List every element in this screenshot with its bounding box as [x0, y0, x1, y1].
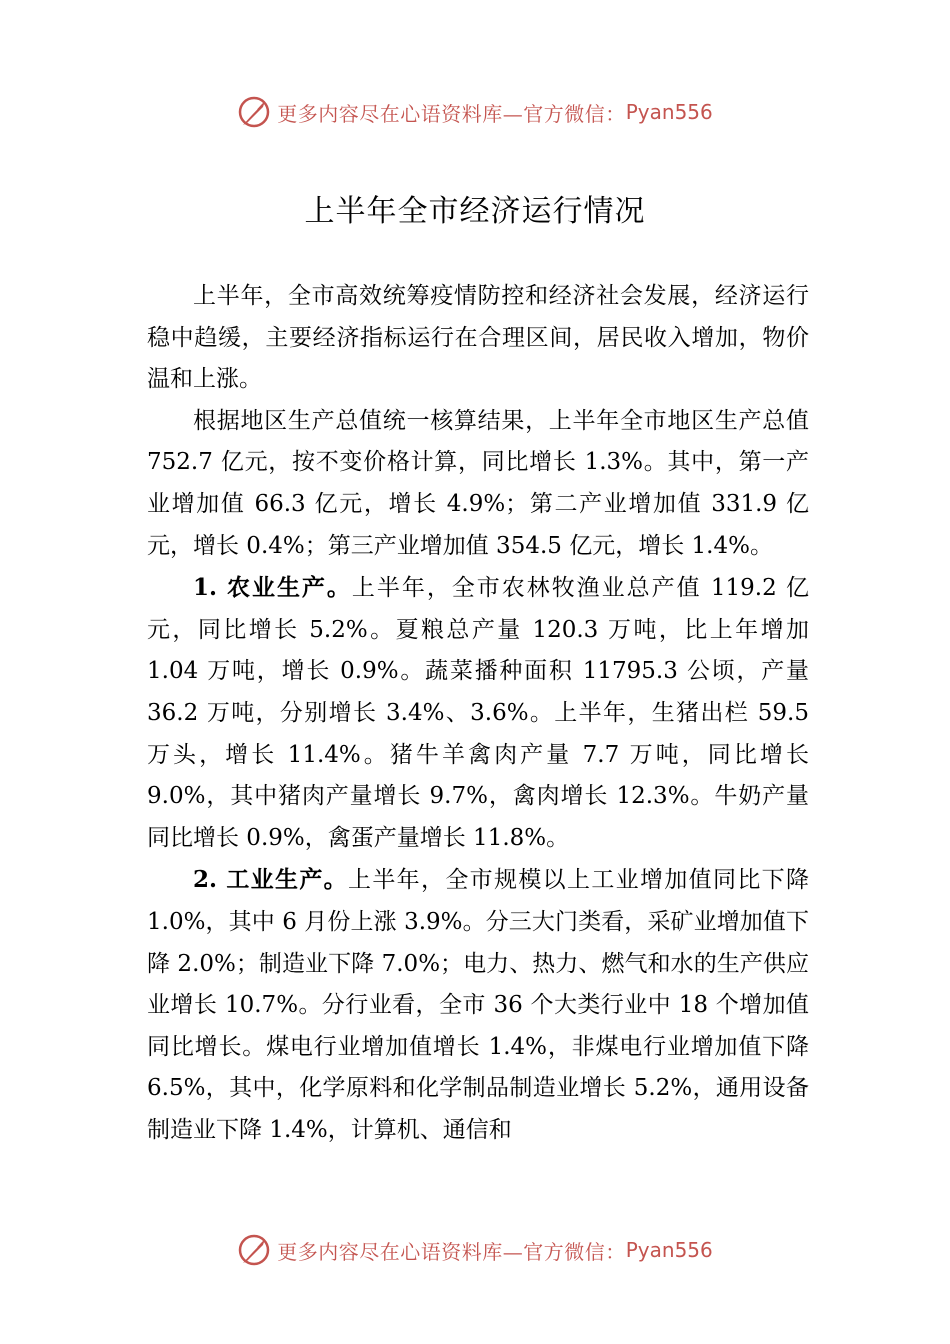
section-heading: 2. 工业生产。: [193, 866, 349, 894]
section-heading: 1. 农业生产。: [193, 574, 352, 602]
banner-wechat-id: Pyan556: [625, 100, 713, 124]
document-body: [147, 276, 809, 1151]
footer-watermark-banner: [0, 1230, 950, 1270]
paragraph-gdp: [147, 401, 809, 567]
banner-text: 更多内容尽在心语资料库—官方微信：: [277, 1239, 626, 1264]
page-title: 上半年全市经济运行情况: [304, 194, 646, 229]
paragraph-industry: [147, 859, 809, 1151]
quill-logo-icon: [237, 1233, 271, 1267]
paragraph-text: 根据地区生产总值统一核算结果，上半年全市地区生产总值 752.7 亿元，按不变价格计算，同比增长 1.3%。其中，第一产业增加值 66.3 亿元，增长 4.9%；第二产业增加值 331.9 亿元，增长 0.4%；第三产业增加值 354.5 亿元，增长 1.4%。: [147, 407, 809, 559]
quill-logo-icon: [237, 95, 271, 129]
paragraph-text: 上半年，全市农林牧渔业总产值 119.2 亿元，同比增长 5.2%。夏粮总产量 120.3 万吨，比上年增加 1.04 万吨，增长 0.9%。蔬菜播种面积 11795.3 公顷，产量 36.2 万吨，分别增长 3.4%、3.6%。上半年，生猪出栏 59.5 万头，增长 11.4%。猪牛羊禽肉产量 7.7 万吨，同比增长 9.0%，其中猪肉产量增长 9.7%，禽肉增长 12.3%。牛奶产量同比增长 0.9%，禽蛋产量增长 11.8%。: [147, 575, 809, 851]
paragraph-text: 上半年，全市规模以上工业增加值同比下降 1.0%，其中 6 月份上涨 3.9%。分三大门类看，采矿业增加值下降 2.0%；制造业下降 7.0%；电力、热力、燃气和水的生产供应业增长 10.7%。分行业看，全市 36 个大类行业中 18 个增加值同比增长。煤电行业增加值增长 1.4%，非煤电行业增加值下降 6.5%，其中，化学原料和化学制品制造业增长 5.2%，通用设备制造业下降 1.4%，计算机、通信和: [147, 867, 809, 1143]
paragraph-agriculture: [147, 567, 809, 859]
header-watermark-banner: [0, 92, 950, 132]
banner-text: 更多内容尽在心语资料库—官方微信：: [277, 101, 626, 126]
banner-wechat-id: Pyan556: [625, 1238, 713, 1262]
paragraph-text: 上半年，全市高效统筹疫情防控和经济社会发展，经济运行稳中趋缓，主要经济指标运行在合理区间，居民收入增加，物价温和上涨。: [147, 283, 809, 393]
paragraph-intro: [147, 276, 809, 401]
